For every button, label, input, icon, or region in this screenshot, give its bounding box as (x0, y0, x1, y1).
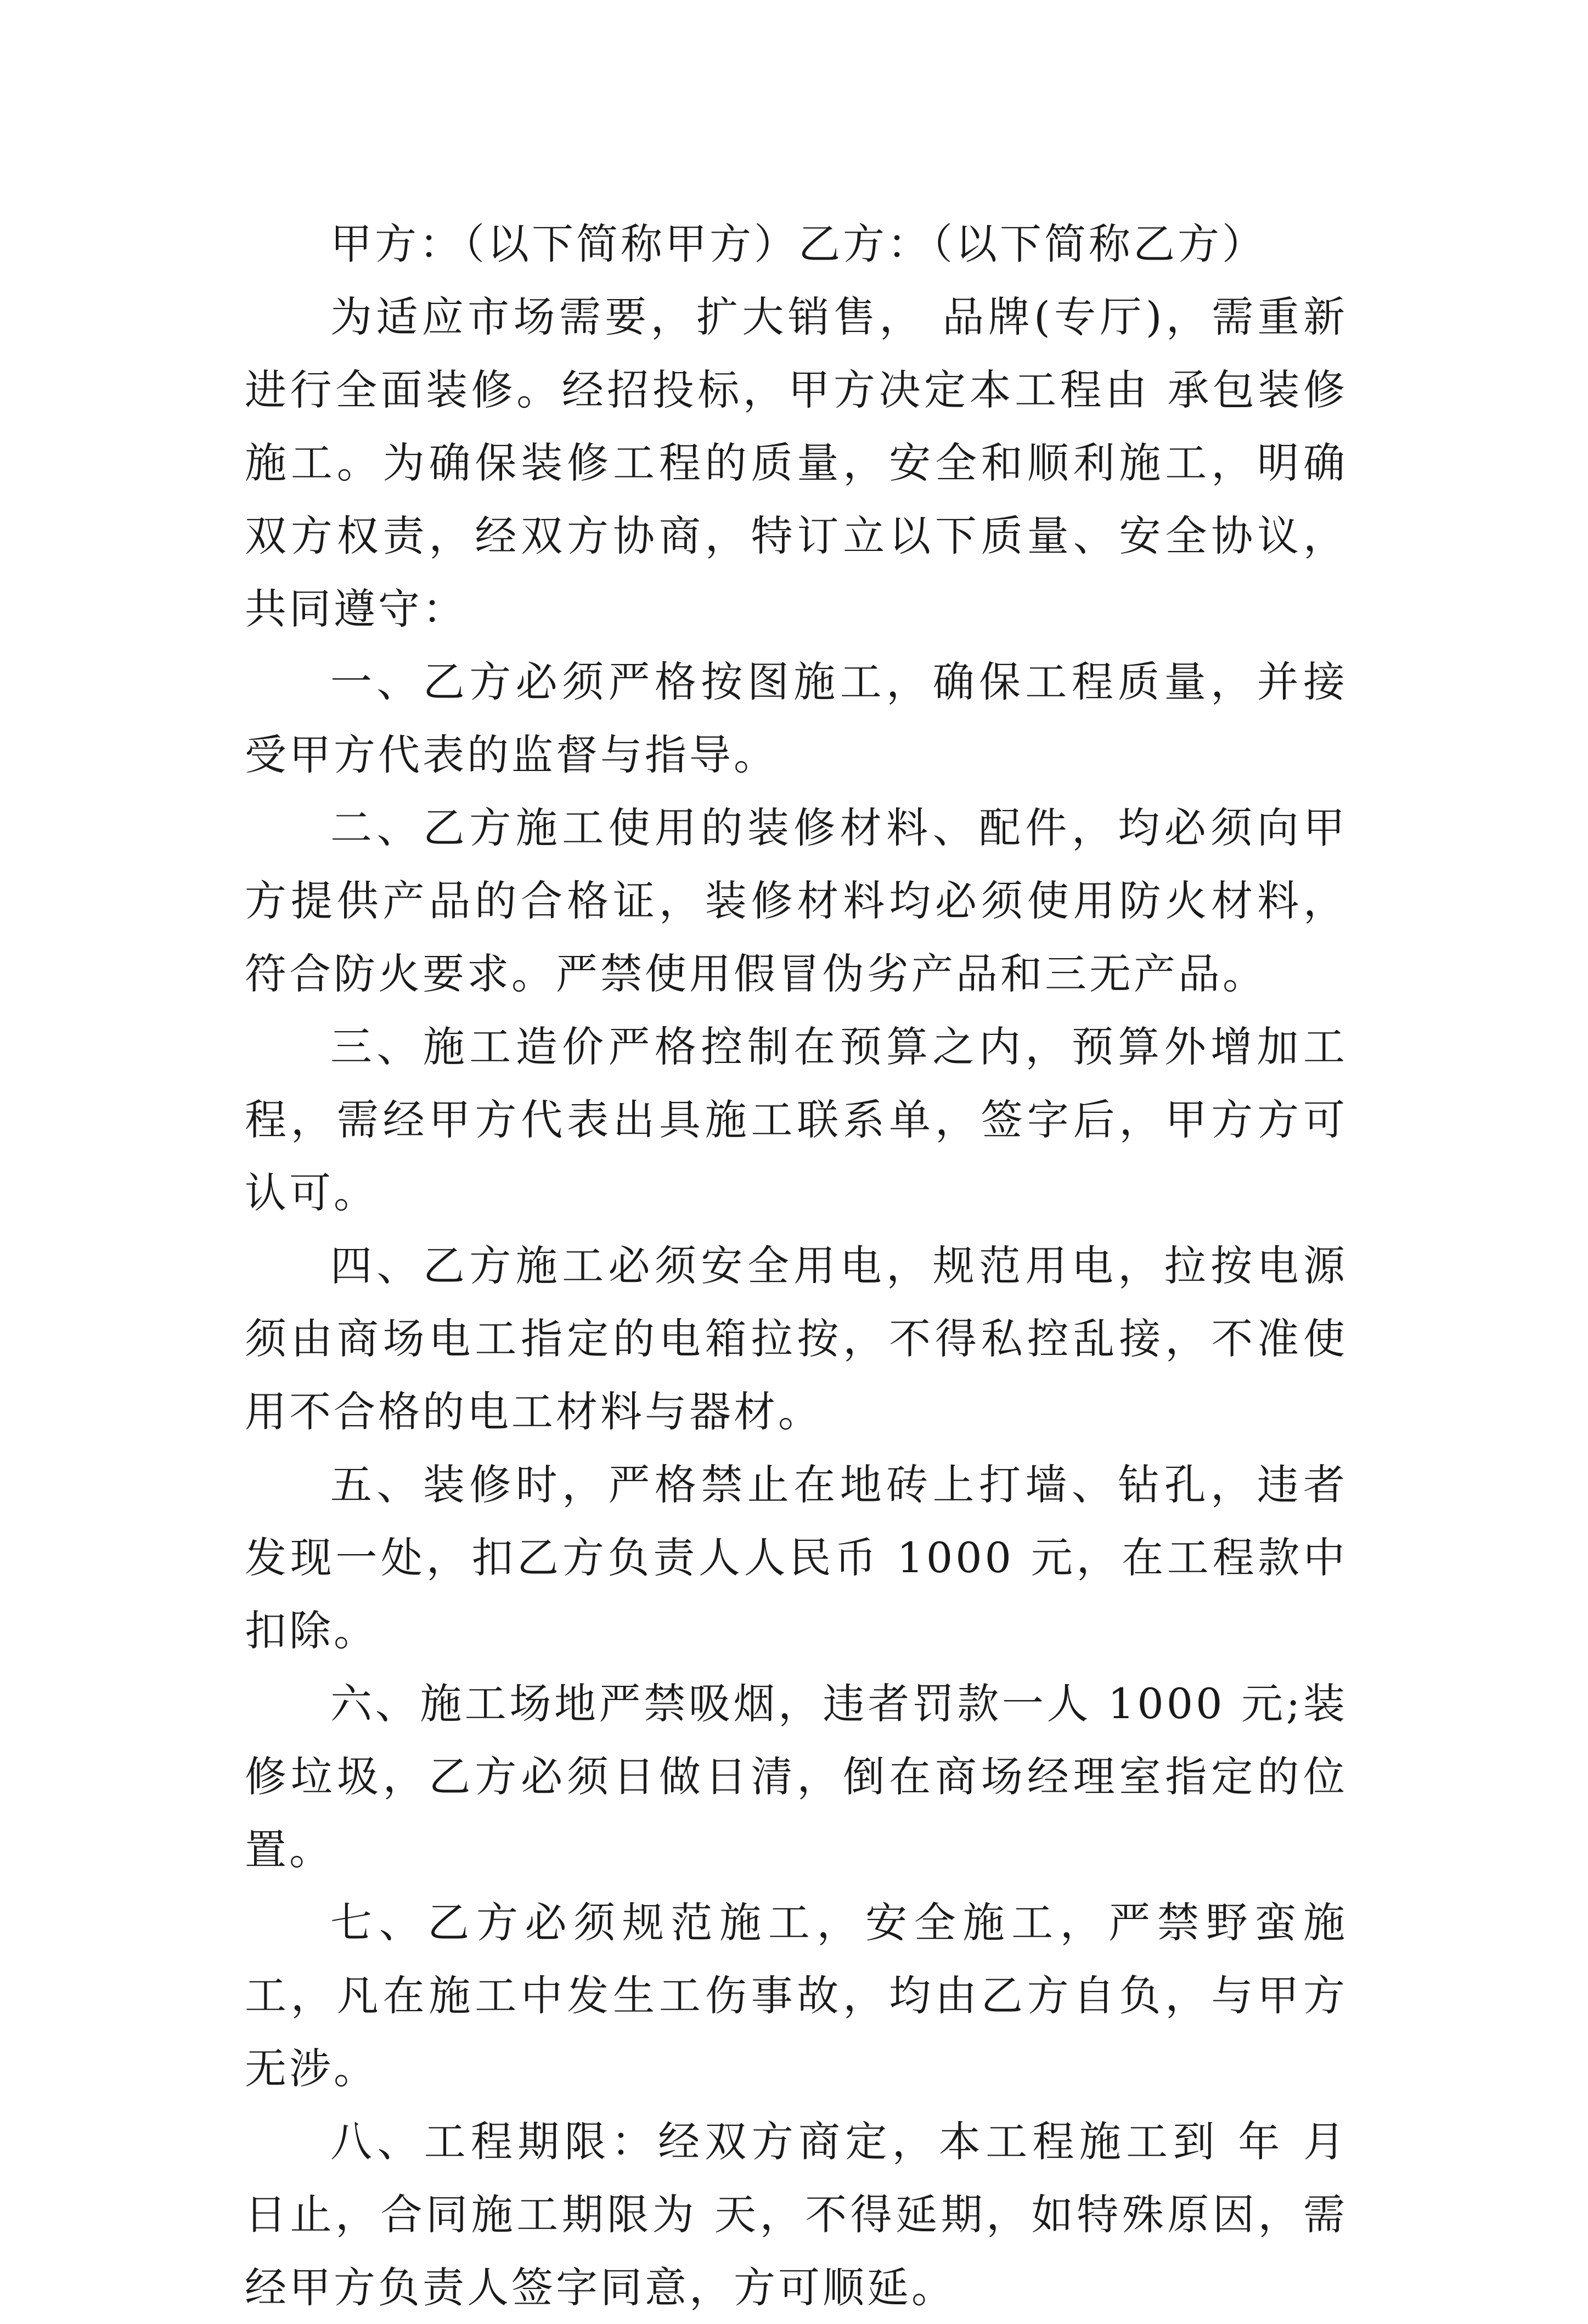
clause-2: 二、乙方施工使用的装修材料、配件，均必须向甲方提供产品的合格证，装修材料均必须使用防火材料，符合防火要求。严禁使用假冒伪劣产品和三无产品。 (245, 803, 1348, 998)
clause-3: 三、施工造价严格控制在预算之内，预算外增加工程，需经甲方代表出具施工联系单，签字后，甲方方可认可。 (245, 1022, 1348, 1217)
document-body (245, 207, 1348, 2324)
clause-6: 六、施工场地严禁吸烟，违者罚款一人 1000 元;装修垃圾，乙方必须日做日清，倒在商场经理室指定的位置。 (245, 1679, 1348, 1874)
clause-1: 一、乙方必须严格按图施工，确保工程质量，并接受甲方代表的监督与指导。 (245, 657, 1348, 779)
clause-4: 四、乙方施工必须安全用电，规范用电，拉按电源须由商场电工指定的电箱拉按，不得私控乱接，不准使用不合格的电工材料与器材。 (245, 1241, 1348, 1436)
clause-8: 八、工程期限：经双方商定，本工程施工到 年 月 日止，合同施工期限为 天，不得延期，如特殊原因，需经甲方负责人签字同意，方可顺延。 (245, 2117, 1348, 2312)
parties-line: 甲方：（以下简称甲方）乙方：（以下简称乙方） (330, 220, 1266, 268)
clause-7: 七、乙方必须规范施工，安全施工，严禁野蛮施工，凡在施工中发生工伤事故，均由乙方自负，与甲方无涉。 (245, 1898, 1348, 2093)
preamble-paragraph: 为适应市场需要，扩大销售， 品牌(专厅)，需重新进行全面装修。经招投标，甲方决定本工程由 承包装修施工。为确保装修工程的质量，安全和顺利施工，明确双方权责，经双方协商，特订立以下质量、安全协议，共同遵守： (245, 292, 1348, 633)
clause-5: 五、装修时，严格禁止在地砖上打墙、钻孔，违者发现一处，扣乙方负责人人民币 1000 元，在工程款中扣除。 (245, 1460, 1348, 1655)
